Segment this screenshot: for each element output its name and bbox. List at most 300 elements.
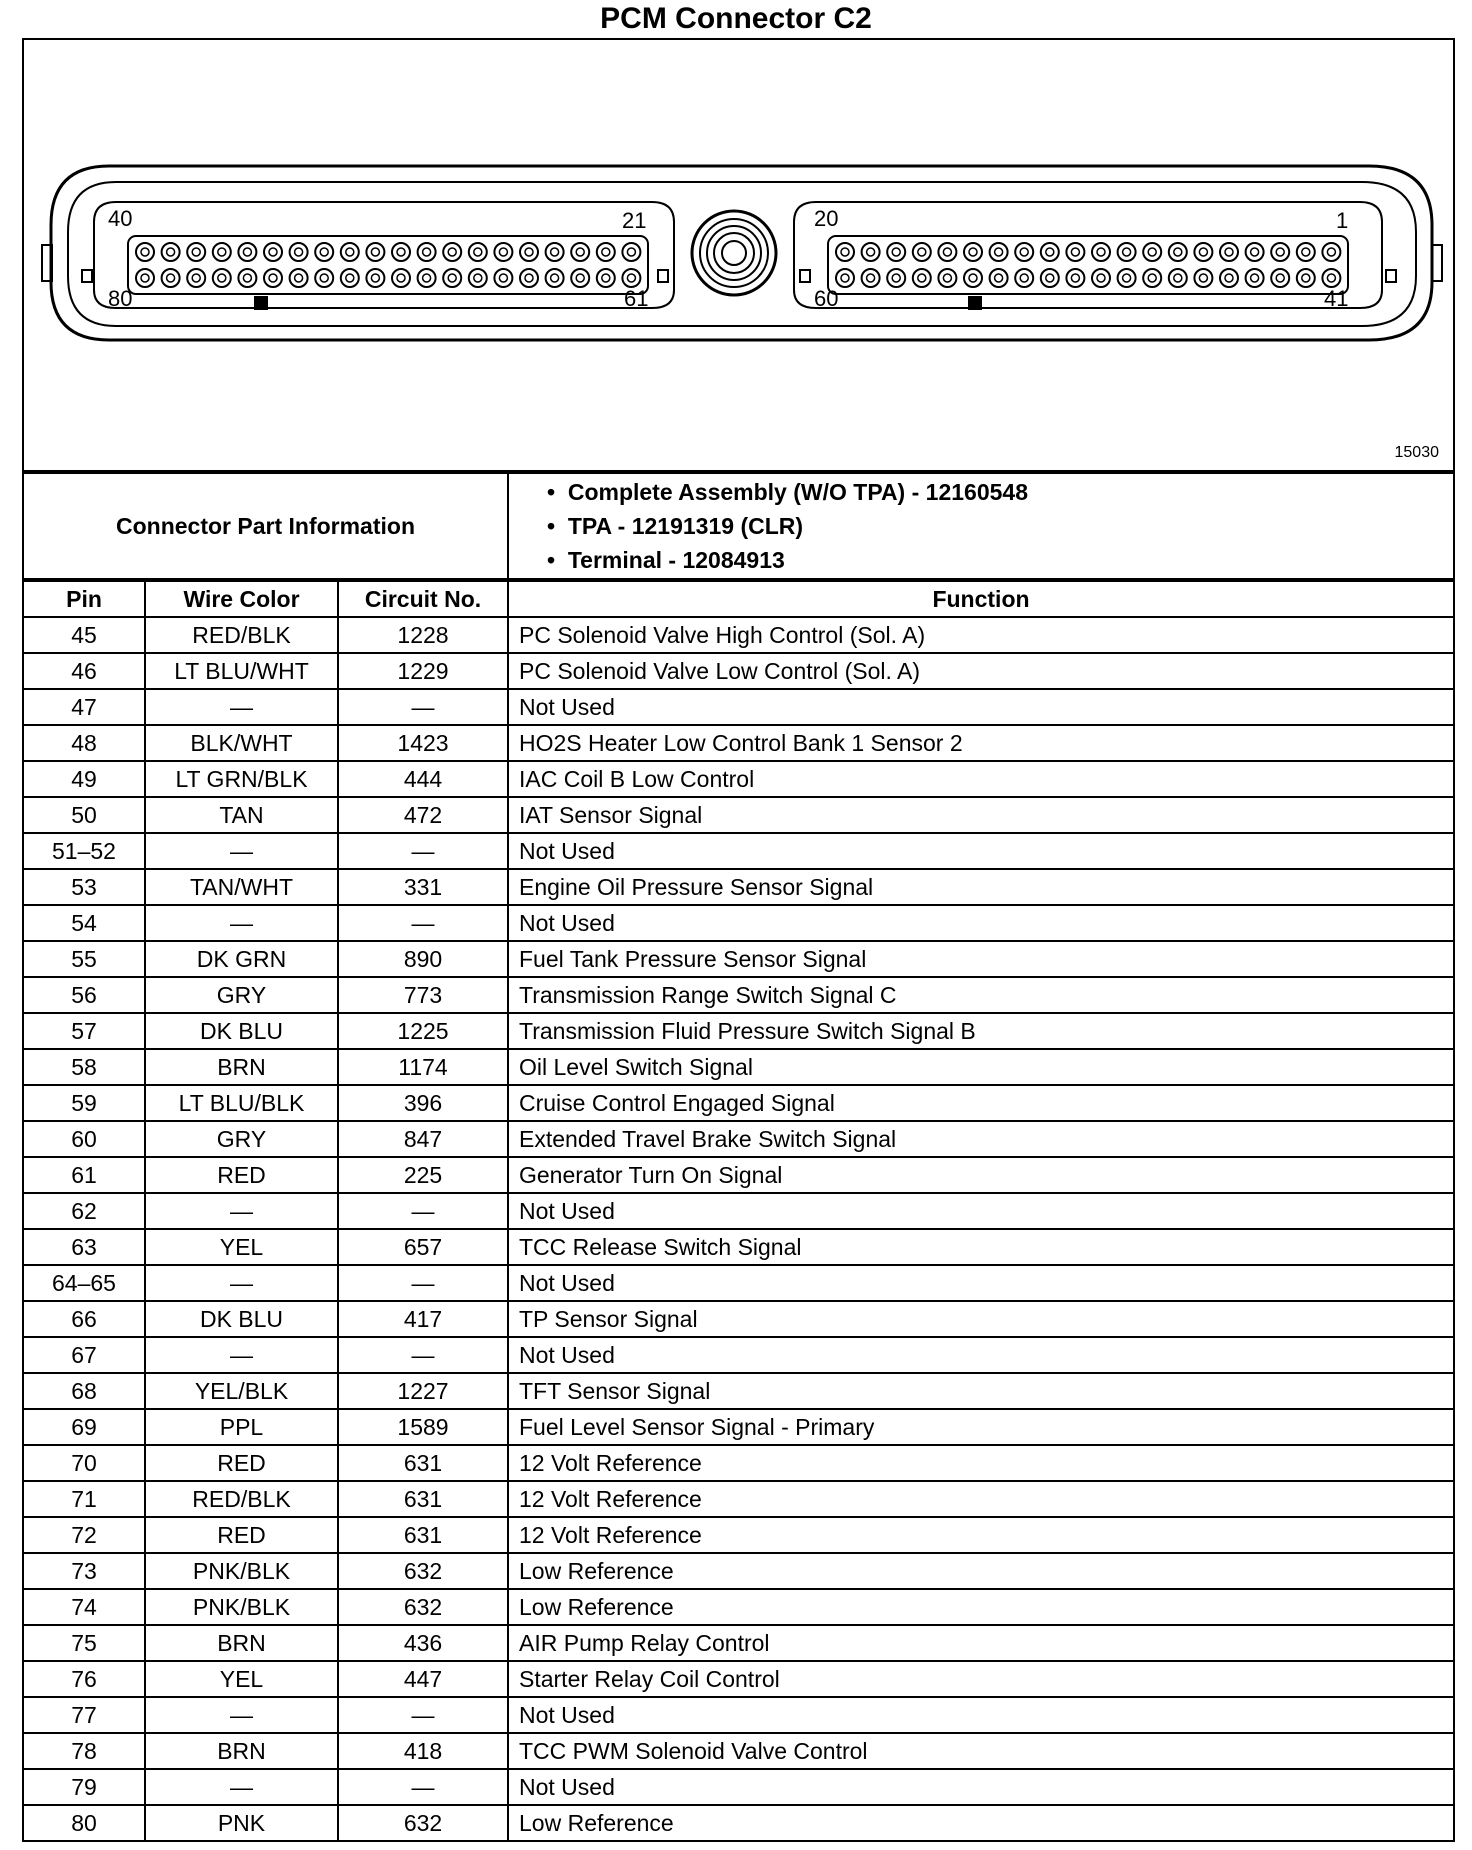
pin-label-20: 20 [814,206,839,231]
wire-color-cell: TAN [145,797,338,833]
circuit-no-cell: — [338,1337,508,1373]
pin-cell: 51–52 [23,833,145,869]
pin-hole-inner [627,274,635,282]
pin-hole [469,243,487,261]
table-row [23,833,1454,869]
header-wire-color: Wire Color [145,581,338,617]
table-row [23,941,1454,977]
wire-color-cell: LT GRN/BLK [145,761,338,797]
table-row [23,1625,1454,1661]
left-pin-rows [136,243,640,287]
pin-hole-inner [627,248,635,256]
circuit-no-cell: 1228 [338,617,508,653]
left-key-outer [82,270,92,282]
function-cell: Not Used [508,1265,1454,1301]
pin-hole-inner [1046,274,1054,282]
pin-hole [315,269,333,287]
wire-color-cell: RED/BLK [145,617,338,653]
connector-diagram [22,38,1455,472]
circuit-no-cell: 1174 [338,1049,508,1085]
pin-label-41: 41 [1324,286,1349,311]
pin-cell: 71 [23,1481,145,1517]
wire-color-cell: YEL/BLK [145,1373,338,1409]
pin-hole [1092,243,1110,261]
pin-table [22,580,1455,1842]
pin-hole-inner [525,248,533,256]
pin-hole [341,269,359,287]
table-row [23,1661,1454,1697]
pin-cell: 66 [23,1301,145,1337]
function-cell: TP Sensor Signal [508,1301,1454,1337]
table-row [23,1409,1454,1445]
pin-hole-inner [1071,274,1079,282]
pin-hole [964,243,982,261]
table-row [23,1049,1454,1085]
function-cell: Not Used [508,689,1454,725]
pin-hole-inner [602,248,610,256]
table-row [23,1517,1454,1553]
wire-color-cell: — [145,1193,338,1229]
pin-label-60: 60 [814,286,839,311]
pin-hole [290,269,308,287]
pin-hole [1118,243,1136,261]
pin-hole-inner [602,274,610,282]
function-cell: Starter Relay Coil Control [508,1661,1454,1697]
right-key-outer [1386,270,1396,282]
pin-cell: 78 [23,1733,145,1769]
circuit-no-cell: 890 [338,941,508,977]
pin-hole [162,243,180,261]
pin-hole-inner [525,274,533,282]
pin-hole-inner [1276,248,1284,256]
pin-hole-inner [892,274,900,282]
pin-hole [887,243,905,261]
wire-color-cell: BRN [145,1049,338,1085]
wire-color-cell: RED/BLK [145,1481,338,1517]
circuit-no-cell: 447 [338,1661,508,1697]
table-row [23,1769,1454,1805]
pin-cell: 58 [23,1049,145,1085]
circuit-no-cell: 632 [338,1805,508,1841]
pin-hole-inner [218,274,226,282]
center-bolt-ring-3 [714,233,754,273]
function-cell: Not Used [508,1769,1454,1805]
pin-hole-inner [576,248,584,256]
table-row [23,653,1454,689]
wire-color-cell: — [145,1337,338,1373]
pin-hole [1015,269,1033,287]
pin-hole-inner [867,248,875,256]
pin-hole-inner [371,248,379,256]
table-row [23,1697,1454,1733]
function-cell: Low Reference [508,1589,1454,1625]
pin-label-61: 61 [624,286,649,311]
table-row [23,1805,1454,1841]
pin-hole [1169,243,1187,261]
pin-cell: 56 [23,977,145,1013]
pin-hole [836,243,854,261]
pin-hole [1271,243,1289,261]
pin-cell: 60 [23,1121,145,1157]
pin-label-1: 1 [1336,208,1349,233]
pin-hole-inner [295,248,303,256]
table-row [23,905,1454,941]
pin-hole [238,269,256,287]
wire-color-cell: RED [145,1517,338,1553]
table-row [23,1481,1454,1517]
pin-hole [938,243,956,261]
pin-hole-inner [397,248,405,256]
wire-color-cell: PNK/BLK [145,1589,338,1625]
figure-number: 15030 [1394,444,1439,461]
pin-hole-inner [320,248,328,256]
function-cell: IAC Coil B Low Control [508,761,1454,797]
pin-label-40: 40 [108,206,133,231]
wire-color-cell: — [145,1769,338,1805]
wire-color-cell: BRN [145,1733,338,1769]
pin-hole [913,243,931,261]
pin-hole [597,269,615,287]
function-cell: PC Solenoid Valve Low Control (Sol. A) [508,653,1454,689]
table-row [23,1301,1454,1337]
wire-color-cell: — [145,1265,338,1301]
pin-hole-inner [1174,248,1182,256]
circuit-no-cell: — [338,1193,508,1229]
pin-cell: 62 [23,1193,145,1229]
function-cell: 12 Volt Reference [508,1481,1454,1517]
function-cell: Transmission Range Switch Signal C [508,977,1454,1013]
pin-cell: 76 [23,1661,145,1697]
circuit-no-cell: 657 [338,1229,508,1265]
pin-hole-inner [1046,248,1054,256]
pin-hole-inner [1020,274,1028,282]
left-key-inner [658,270,668,282]
pin-hole [1271,269,1289,287]
pin-hole [546,269,564,287]
circuit-no-cell: — [338,833,508,869]
pin-hole [443,269,461,287]
function-cell: Extended Travel Brake Switch Signal [508,1121,1454,1157]
pin-hole [1015,243,1033,261]
pin-hole [341,243,359,261]
pin-hole [964,269,982,287]
pin-hole-inner [371,274,379,282]
function-cell: Not Used [508,1193,1454,1229]
pin-hole [622,243,640,261]
pin-hole-inner [1174,274,1182,282]
pin-hole-inner [841,274,849,282]
circuit-no-cell: 1229 [338,653,508,689]
left-pin-field [128,236,648,294]
wire-color-cell: LT BLU/BLK [145,1085,338,1121]
wire-color-cell: LT BLU/WHT [145,653,338,689]
circuit-no-cell: 396 [338,1085,508,1121]
pin-hole [597,243,615,261]
pin-hole-inner [1327,248,1335,256]
pin-cell: 73 [23,1553,145,1589]
wire-color-cell: RED [145,1157,338,1193]
pin-hole-inner [969,248,977,256]
pin-cell: 45 [23,617,145,653]
pin-hole [392,243,410,261]
pin-hole [1066,243,1084,261]
pin-cell: 69 [23,1409,145,1445]
right-cavity [794,202,1382,308]
header-function: Function [508,581,1454,617]
circuit-no-cell: 1589 [338,1409,508,1445]
part-info-item: • Complete Assembly (W/O TPA) - 12160548 [547,475,1453,509]
pin-hole [187,269,205,287]
part-info-list [508,473,1454,579]
circuit-no-cell: 1423 [338,725,508,761]
circuit-no-cell: — [338,1769,508,1805]
circuit-no-cell: 472 [338,797,508,833]
pin-hole [213,269,231,287]
center-bolt-core [722,241,746,265]
center-bolt-outer [692,211,776,295]
circuit-no-cell: — [338,689,508,725]
pin-hole [136,243,154,261]
pin-hole-inner [141,274,149,282]
circuit-no-cell: 225 [338,1157,508,1193]
wire-color-cell: PPL [145,1409,338,1445]
pin-cell: 48 [23,725,145,761]
table-row [23,1157,1454,1193]
function-cell: Transmission Fluid Pressure Switch Signal B [508,1013,1454,1049]
pin-hole-inner [269,274,277,282]
pin-hole-inner [1123,274,1131,282]
pin-hole [238,243,256,261]
table-row [23,797,1454,833]
pin-hole [520,269,538,287]
pin-hole [1143,243,1161,261]
circuit-no-cell: 331 [338,869,508,905]
pin-hole-inner [1199,248,1207,256]
pin-hole-inner [867,274,875,282]
function-cell: Generator Turn On Signal [508,1157,1454,1193]
pin-cell: 46 [23,653,145,689]
circuit-no-cell: 417 [338,1301,508,1337]
pin-hole [887,269,905,287]
wire-color-cell: TAN/WHT [145,869,338,905]
right-key-inner [800,270,810,282]
wire-color-cell: YEL [145,1661,338,1697]
pin-hole [1322,269,1340,287]
wire-color-cell: PNK/BLK [145,1553,338,1589]
function-cell: Not Used [508,1697,1454,1733]
pin-hole [264,243,282,261]
left-polarization-mark [254,296,268,310]
pin-hole-inner [551,248,559,256]
circuit-no-cell: 631 [338,1481,508,1517]
wire-color-cell: BRN [145,1625,338,1661]
function-cell: HO2S Heater Low Control Bank 1 Sensor 2 [508,725,1454,761]
pin-hole-inner [423,248,431,256]
pin-hole-inner [1225,248,1233,256]
pin-hole-inner [551,274,559,282]
function-cell: Not Used [508,1337,1454,1373]
pin-hole [366,243,384,261]
table-row [23,869,1454,905]
circuit-no-cell: 631 [338,1517,508,1553]
table-row [23,1193,1454,1229]
pin-hole-inner [918,274,926,282]
right-pin-field [828,236,1348,294]
pin-hole-inner [1148,248,1156,256]
connector-illustration [24,40,1453,470]
pin-hole [862,269,880,287]
pin-hole [1194,243,1212,261]
function-cell: Low Reference [508,1553,1454,1589]
pin-hole-inner [218,248,226,256]
pin-hole-inner [192,274,200,282]
circuit-no-cell: 1225 [338,1013,508,1049]
pin-hole [938,269,956,287]
table-row [23,617,1454,653]
table-row [23,725,1454,761]
circuit-no-cell: 418 [338,1733,508,1769]
circuit-no-cell: 847 [338,1121,508,1157]
table-row [23,1229,1454,1265]
pin-hole-inner [1251,274,1259,282]
function-cell: Oil Level Switch Signal [508,1049,1454,1085]
pin-hole [1092,269,1110,287]
pin-hole-inner [346,274,354,282]
function-cell: AIR Pump Relay Control [508,1625,1454,1661]
pin-hole-inner [346,248,354,256]
circuit-no-cell: — [338,1265,508,1301]
pin-cell: 74 [23,1589,145,1625]
function-cell: PC Solenoid Valve High Control (Sol. A) [508,617,1454,653]
function-cell: 12 Volt Reference [508,1517,1454,1553]
pin-hole-inner [943,274,951,282]
pin-hole [1118,269,1136,287]
pin-cell: 64–65 [23,1265,145,1301]
wire-color-cell: YEL [145,1229,338,1265]
pin-hole-inner [320,274,328,282]
pin-hole [520,243,538,261]
pin-cell: 75 [23,1625,145,1661]
wire-color-cell: GRY [145,977,338,1013]
center-bolt-ring [700,219,768,287]
function-cell: 12 Volt Reference [508,1445,1454,1481]
pin-cell: 80 [23,1805,145,1841]
pin-hole [990,243,1008,261]
pin-cell: 55 [23,941,145,977]
function-cell: Not Used [508,833,1454,869]
pin-hole-inner [1148,274,1156,282]
circuit-no-cell: 631 [338,1445,508,1481]
table-row [23,1589,1454,1625]
pin-hole [1297,269,1315,287]
circuit-no-cell: 632 [338,1589,508,1625]
pin-hole [264,269,282,287]
pin-hole [443,243,461,261]
table-row [23,1121,1454,1157]
function-cell: Fuel Tank Pressure Sensor Signal [508,941,1454,977]
pin-hole-inner [1097,274,1105,282]
wire-color-cell: — [145,905,338,941]
pin-hole [418,243,436,261]
pin-hole [136,269,154,287]
pin-hole [162,269,180,287]
pin-hole-inner [499,248,507,256]
pin-cell: 77 [23,1697,145,1733]
wire-color-cell: PNK [145,1805,338,1841]
page-title: PCM Connector C2 [600,2,872,35]
pin-hole [622,269,640,287]
table-row [23,1337,1454,1373]
wire-color-cell: BLK/WHT [145,725,338,761]
function-cell: Cruise Control Engaged Signal [508,1085,1454,1121]
pin-hole-inner [1123,248,1131,256]
function-cell: Not Used [508,905,1454,941]
center-bolt-ring-2 [707,226,761,280]
pin-hole-inner [1225,274,1233,282]
pin-hole [290,243,308,261]
pin-hole [494,269,512,287]
table-row [23,1553,1454,1589]
pin-hole-inner [192,248,200,256]
pin-hole-inner [474,274,482,282]
pin-hole-inner [1251,248,1259,256]
pin-hole [392,269,410,287]
pin-label-21: 21 [622,208,647,233]
function-cell: Low Reference [508,1805,1454,1841]
wire-color-cell: RED [145,1445,338,1481]
pin-hole-inner [1071,248,1079,256]
circuit-no-cell: 1227 [338,1373,508,1409]
pin-hole [1246,243,1264,261]
pin-hole-inner [576,274,584,282]
pin-hole [862,243,880,261]
pin-cell: 50 [23,797,145,833]
function-cell: IAT Sensor Signal [508,797,1454,833]
pin-table-header [23,581,1454,617]
pin-cell: 68 [23,1373,145,1409]
function-cell: TCC Release Switch Signal [508,1229,1454,1265]
pin-hole [1246,269,1264,287]
pin-cell: 61 [23,1157,145,1193]
circuit-no-cell: 773 [338,977,508,1013]
pin-hole-inner [1020,248,1028,256]
table-row [23,1013,1454,1049]
part-info-item: • Terminal - 12084913 [547,543,1453,577]
pin-hole [187,243,205,261]
table-row [23,761,1454,797]
pin-hole [546,243,564,261]
pin-hole [1220,269,1238,287]
table-row [23,1085,1454,1121]
function-cell: Engine Oil Pressure Sensor Signal [508,869,1454,905]
pin-hole-inner [167,248,175,256]
pin-hole-inner [995,248,1003,256]
pin-cell: 57 [23,1013,145,1049]
pin-hole-inner [1097,248,1105,256]
pin-hole [1143,269,1161,287]
table-row [23,689,1454,725]
pin-hole [571,269,589,287]
pin-hole-inner [892,248,900,256]
pin-hole-inner [918,248,926,256]
wire-color-cell: — [145,833,338,869]
wire-color-cell: DK BLU [145,1013,338,1049]
pin-cell: 79 [23,1769,145,1805]
circuit-no-cell: 436 [338,1625,508,1661]
pin-hole [1041,243,1059,261]
pin-hole-inner [1276,274,1284,282]
pin-hole [571,243,589,261]
